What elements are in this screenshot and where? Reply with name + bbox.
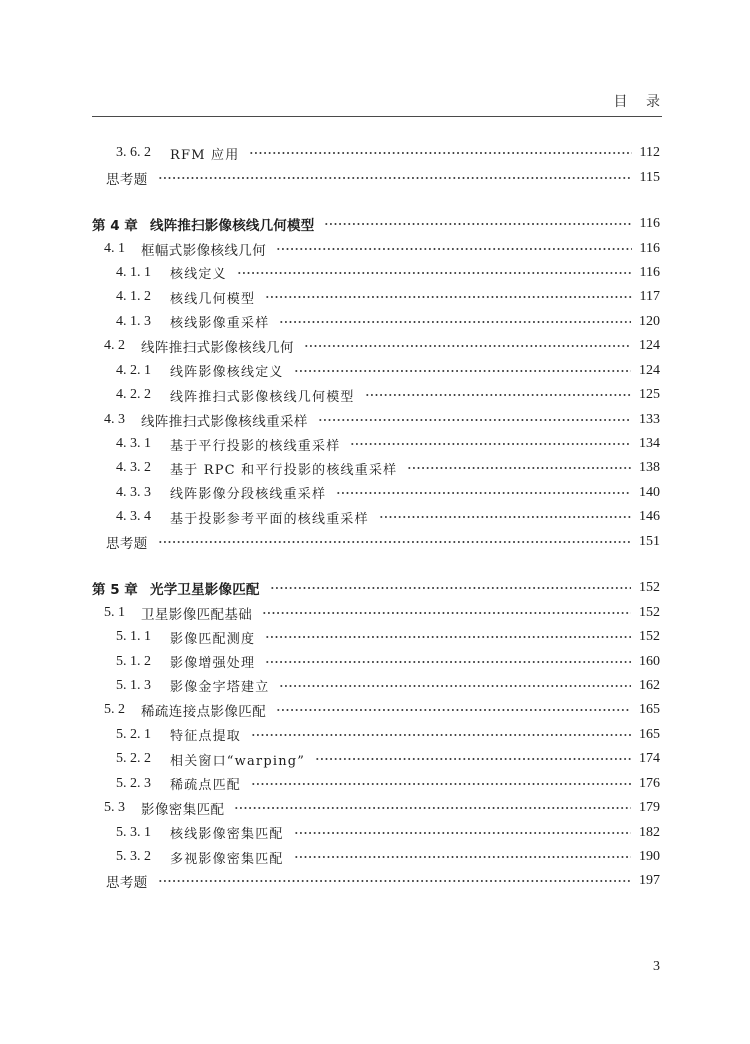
entry-page-number: 176 [639,775,660,791]
entry-page-number: 120 [639,313,660,329]
entry-title: 光学卫星影像匹配 [150,582,260,599]
entry-page-number: 124 [639,338,660,354]
entry-page-number: 160 [639,653,660,669]
entry-number: 第 4 章 [92,218,138,235]
dot-leader [304,343,631,349]
entry-number: 4. 1 [104,240,125,256]
dot-leader [234,805,631,811]
toc-subsection-entry [0,674,660,698]
entry-title: 相关窗口“warping” [170,753,306,769]
entry-page-number: 133 [639,411,660,427]
entry-page-number: 174 [639,751,660,767]
dot-leader [270,585,631,591]
entry-number: 4. 1. 3 [116,313,151,329]
entry-page-number: 179 [639,800,660,816]
toc-subsection-entry [0,820,660,844]
entry-page-number: 182 [639,824,660,840]
entry-title: 线阵影像核线定义 [170,365,284,381]
entry-title: 线阵推扫影像核线几何模型 [150,218,315,235]
entry-page-number: 138 [639,460,660,476]
dot-leader [237,270,632,276]
entry-page-number: 152 [639,580,660,596]
entry-title: 影像金字塔建立 [170,680,270,696]
entry-title: 卫星影像匹配基础 [141,606,253,623]
entry-number: 4. 3. 4 [116,509,151,525]
toc-section-entry [0,407,660,431]
table-of-contents [0,141,660,894]
entry-title: 特征点提取 [170,729,242,745]
dot-leader [294,830,631,836]
entry-number: 5. 1. 2 [116,653,151,669]
dot-leader [350,441,631,447]
entry-page-number: 125 [639,387,660,403]
entry-page-number: 151 [639,533,660,549]
toc-subsection-entry [0,456,660,480]
entry-title: 核线定义 [170,267,227,283]
dot-leader [158,539,631,545]
dot-leader [265,659,631,665]
dot-leader [262,610,631,616]
entry-number: 第 5 章 [92,582,138,599]
toc-subsection-entry [0,359,660,383]
toc-section-entry [0,796,660,820]
toc-subsection-entry [0,261,660,285]
entry-page-number: 116 [639,240,660,256]
entry-title: 核线影像重采样 [170,316,270,332]
entry-title: 框幅式影像核线几何 [141,242,267,259]
entry-number: 4. 3. 1 [116,436,151,452]
toc-section-entry [0,698,660,722]
entry-page-number: 162 [639,677,660,693]
header-rule [92,116,662,117]
dot-leader [249,150,631,156]
running-header-title: 目 录 [613,94,660,110]
entry-title: 影像增强处理 [170,656,256,672]
dot-leader [279,683,631,689]
entry-number: 5. 3. 1 [116,824,151,840]
entry-page-number: 116 [639,264,660,280]
entry-page-number: 152 [639,629,660,645]
dot-leader [251,732,631,738]
entry-title: 基于平行投影的核线重采样 [170,438,341,454]
toc-chapter-block [0,576,660,894]
entry-number: 5. 1. 3 [116,677,151,693]
toc-subsection-entry [0,141,660,165]
entry-number: 4. 3 [104,411,125,427]
entry-page-number: 152 [639,604,660,620]
entry-page-number: 165 [639,726,660,742]
entry-title: 影像匹配测度 [170,631,256,647]
toc-subsection-entry [0,310,660,334]
entry-title: 线阵推扫式影像核线重采样 [141,413,308,430]
dot-leader [158,175,632,181]
entry-page-number: 117 [639,289,660,305]
toc-subsection-entry [0,649,660,673]
entry-number: 5. 2 [104,702,125,718]
entry-page-number: 116 [639,216,660,232]
entry-title: 线阵影像分段核线重采样 [170,487,327,503]
dot-leader [336,490,631,496]
entry-title: 稀疏点匹配 [170,778,242,794]
dot-leader [315,756,631,762]
page-number: 3 [653,959,660,974]
entry-title: RFM 应用 [170,147,240,163]
dot-leader [318,417,631,423]
dot-leader [276,246,631,252]
toc-subsection-entry [0,625,660,649]
toc-subsection-entry [0,723,660,747]
entry-title: 线阵推扫式影像核线几何模型 [170,389,355,405]
entry-number: 4. 2. 1 [116,362,151,378]
entry-number: 5. 3. 2 [116,849,151,865]
entry-number: 4. 1. 1 [116,264,151,280]
entry-number: 4. 2 [104,338,125,354]
entry-number: 5. 2. 3 [116,775,151,791]
entry-number: 5. 1 [104,604,125,620]
toc-subsection-entry [0,747,660,771]
entry-title: 基于投影参考平面的核线重采样 [170,511,369,527]
dot-leader [265,294,631,300]
entry-page-number: 112 [639,145,660,161]
toc-subsection-entry [0,383,660,407]
toc-exercises-entry [0,165,660,189]
toc-section-entry [0,236,660,260]
toc-chapter-entry [0,212,660,236]
entry-number: 4. 1. 2 [116,289,151,305]
dot-leader [365,392,631,398]
entry-page-number: 197 [639,873,660,889]
entry-title: 思考题 [106,535,148,552]
entry-page-number: 190 [639,849,660,865]
dot-leader [276,707,631,713]
toc-section-entry [0,334,660,358]
dot-leader [279,319,631,325]
toc-subsection-entry [0,505,660,529]
toc-continued-block [0,141,660,190]
entry-title: 核线几何模型 [170,291,256,307]
entry-title: 影像密集匹配 [141,802,225,819]
dot-leader [265,634,631,640]
entry-number: 3. 6. 2 [116,145,151,161]
toc-subsection-entry [0,772,660,796]
entry-title: 线阵推扫式影像核线几何 [141,340,294,357]
entry-number: 4. 3. 3 [116,484,151,500]
entry-page-number: 146 [639,509,660,525]
entry-title: 稀疏连接点影像匹配 [141,704,267,721]
dot-leader [407,465,631,471]
entry-number: 5. 3 [104,800,125,816]
dot-leader [294,368,631,374]
dot-leader [158,878,631,884]
dot-leader [251,781,631,787]
entry-title: 思考题 [106,875,148,892]
toc-subsection-entry [0,845,660,869]
entry-number: 5. 2. 1 [116,726,151,742]
entry-page-number: 165 [639,702,660,718]
toc-subsection-entry [0,481,660,505]
entry-title: 核线影像密集匹配 [170,827,284,843]
entry-title: 基于 RPC 和平行投影的核线重采样 [170,462,398,478]
toc-subsection-entry [0,285,660,309]
dot-leader [324,221,631,227]
toc-chapter-entry [0,576,660,600]
toc-exercises-entry [0,530,660,554]
entry-number: 4. 3. 2 [116,460,151,476]
entry-number: 4. 2. 2 [116,387,151,403]
entry-title: 思考题 [106,171,148,188]
entry-page-number: 140 [639,484,660,500]
toc-section-entry [0,600,660,624]
dot-leader [294,854,631,860]
dot-leader [379,514,631,520]
entry-page-number: 124 [639,362,660,378]
toc-exercises-entry [0,869,660,893]
toc-chapter-block [0,212,660,554]
entry-page-number: 115 [639,169,660,185]
entry-title: 多视影像密集匹配 [170,851,284,867]
entry-page-number: 134 [639,436,660,452]
toc-subsection-entry [0,432,660,456]
entry-number: 5. 1. 1 [116,629,151,645]
entry-number: 5. 2. 2 [116,751,151,767]
